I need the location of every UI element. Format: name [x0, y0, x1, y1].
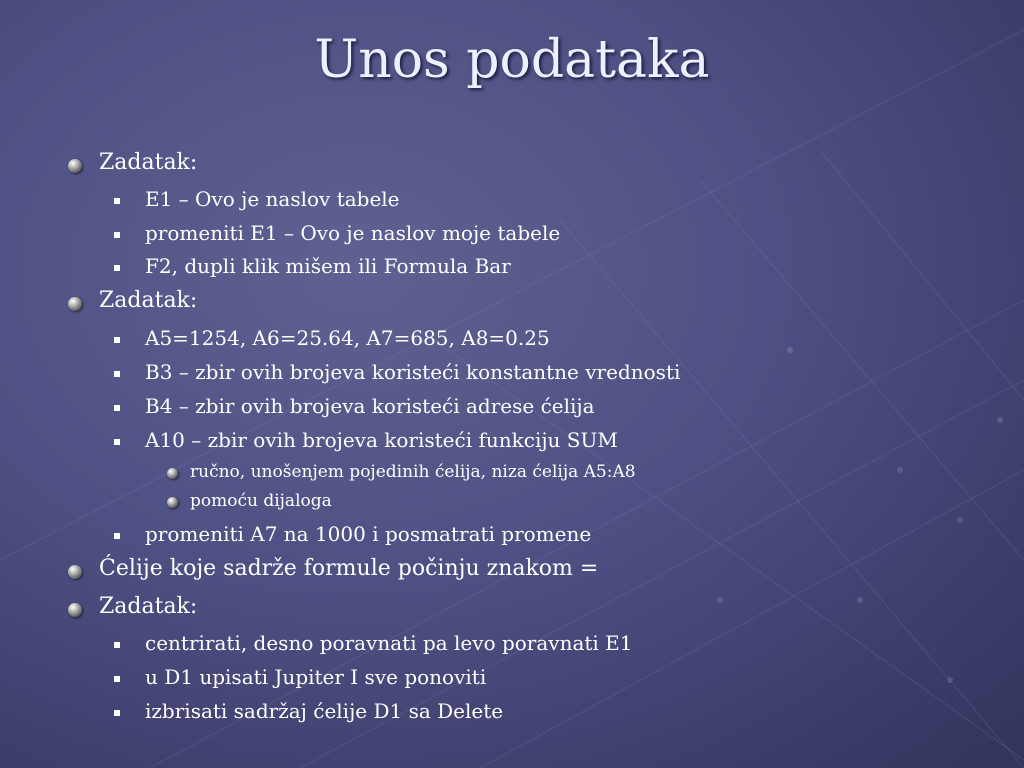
bullet-level2: izbrisati sadržaj ćelije D1 sa Delete — [145, 699, 504, 723]
bullet-level2: A10 – zbir ovih brojeva koristeći funkciju SUM — [145, 428, 618, 452]
square-bullet-icon — [114, 642, 120, 648]
square-bullet-icon — [114, 337, 120, 343]
sphere-bullet-icon — [68, 297, 82, 311]
sphere-bullet-icon — [167, 468, 178, 479]
square-bullet-icon — [114, 198, 120, 204]
square-bullet-icon — [114, 371, 120, 377]
square-bullet-icon — [114, 265, 120, 271]
square-bullet-icon — [114, 232, 120, 238]
sphere-bullet-icon — [68, 603, 82, 617]
bullet-level2: promeniti E1 – Ovo je naslov moje tabele — [145, 221, 561, 245]
bullet-level2: A5=1254, A6=25.64, A7=685, A8=0.25 — [145, 326, 550, 350]
square-bullet-icon — [114, 676, 120, 682]
square-bullet-icon — [114, 439, 120, 445]
bullet-level1: Zadatak: — [99, 150, 198, 175]
bullet-level1: Zadatak: — [99, 594, 198, 619]
bullet-level1: Zadatak: — [99, 288, 198, 313]
sphere-bullet-icon — [68, 565, 82, 579]
bullet-level2: E1 – Ovo je naslov tabele — [145, 187, 400, 211]
square-bullet-icon — [114, 533, 120, 539]
slide-title: Unos podataka — [314, 30, 710, 90]
sphere-bullet-icon — [68, 159, 82, 173]
bullet-level2: centrirati, desno poravnati pa levo poravnati E1 — [145, 631, 633, 655]
bullet-level1: Ćelije koje sadrže formule počinju znakom = — [99, 556, 599, 581]
bullet-level3: pomoću dijaloga — [190, 491, 332, 511]
bullet-level2: B4 – zbir ovih brojeva koristeći adrese ćelija — [145, 394, 595, 418]
bullet-level2: B3 – zbir ovih brojeva koristeći konstantne vrednosti — [145, 360, 681, 384]
bullet-level3: ručno, unošenjem pojedinih ćelija, niza ćelija A5:A8 — [190, 462, 636, 482]
square-bullet-icon — [114, 710, 120, 716]
bullet-level2: u D1 upisati Jupiter I sve ponoviti — [145, 665, 487, 689]
bullet-level2: F2, dupli klik mišem ili Formula Bar — [145, 254, 511, 278]
bullet-level2: promeniti A7 na 1000 i posmatrati promene — [145, 522, 592, 546]
square-bullet-icon — [114, 405, 120, 411]
sphere-bullet-icon — [167, 497, 178, 508]
